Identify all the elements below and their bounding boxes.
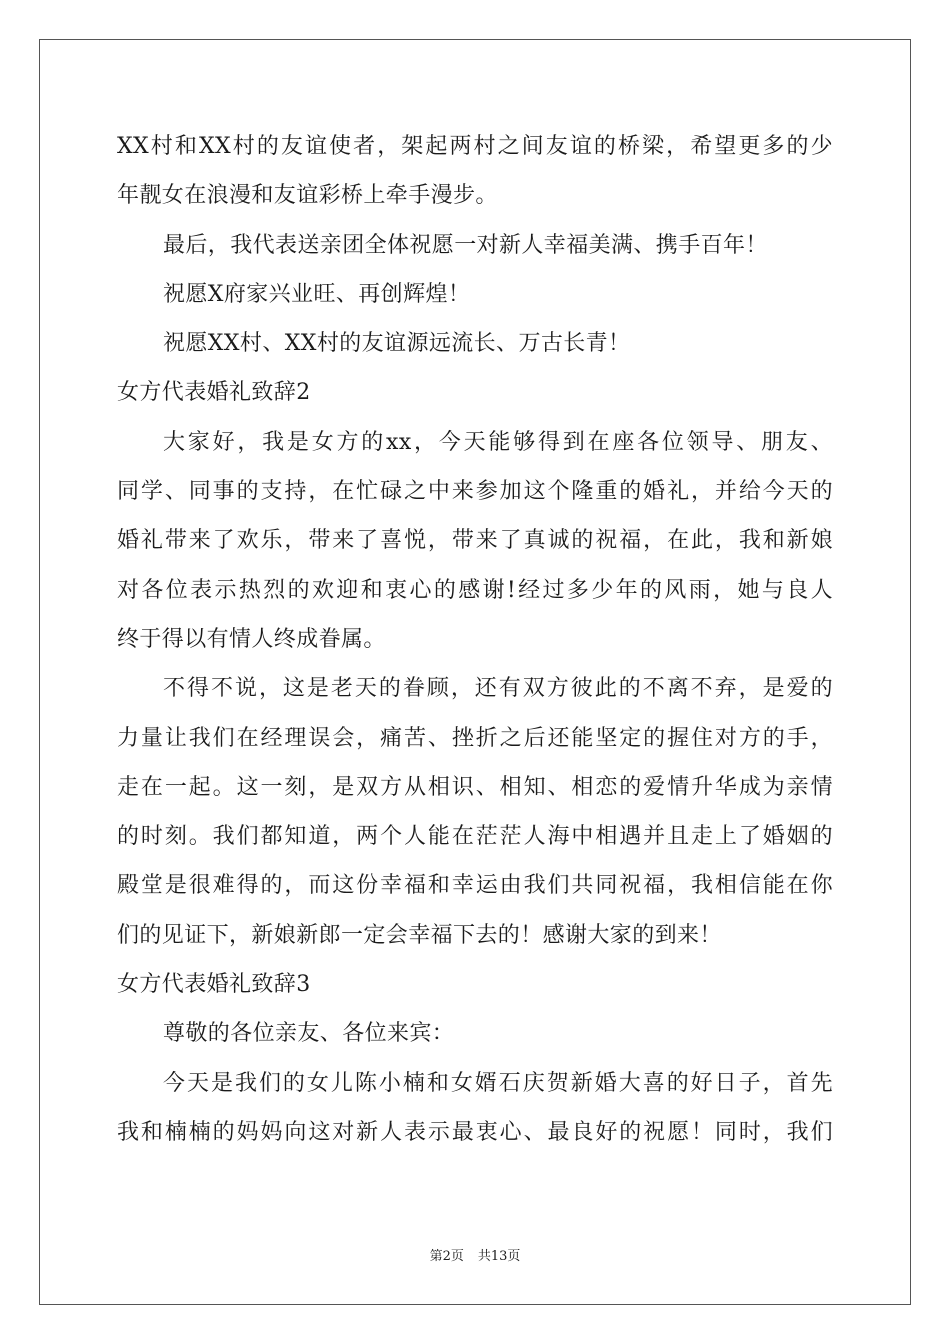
text-line: 走在一起。这一刻，是双方从相识、相知、相恋的爱情升华成为亲情 (117, 774, 833, 800)
section-heading: 女方代表婚礼致辞2 (117, 380, 311, 406)
text-line: 不得不说，这是老天的眷顾，还有双方彼此的不离不弃，是爱的 (163, 676, 833, 702)
text-line: 终于得以有情人终成眷属。 (117, 626, 386, 652)
text-line: 我和楠楠的妈妈向这对新人表示最衷心、最良好的祝愿！同时，我们 (117, 1119, 833, 1145)
text-line: 的时刻。我们都知道，两个人能在茫茫人海中相遇并且走上了婚姻的 (117, 824, 833, 850)
text-line: 今天是我们的女儿陈小楠和女婿石庆贺新婚大喜的好日子，首先 (163, 1070, 833, 1096)
text-line: 最后，我代表送亲团全体祝愿一对新人幸福美满、携手百年！ (163, 232, 768, 258)
text-line: 大家好，我是女方的xx，今天能够得到在座各位领导、朋友、 (163, 429, 833, 455)
text-line: 尊敬的各位亲友、各位来宾： (163, 1021, 455, 1047)
page-total: 共13页 (477, 1249, 521, 1264)
page-number: 第2页 (429, 1249, 464, 1264)
text-line: 对各位表示热烈的欢迎和衷心的感谢!经过多少年的风雨，她与良人 (117, 577, 833, 603)
text-line: XX村和XX村的友谊使者，架起两村之间友谊的桥梁，希望更多的少 (117, 134, 833, 159)
text-line: 力量让我们在经理误会，痛苦、挫折之后还能坚定的握住对方的手， (117, 725, 833, 751)
text-line: 祝愿X府家兴业旺、再创辉煌！ (163, 281, 471, 307)
text-line: 祝愿XX村、XX村的友谊源远流长、万古长青！ (163, 331, 631, 357)
text-line: 年靓女在浪漫和友谊彩桥上牵手漫步。 (117, 183, 498, 209)
section-heading: 女方代表婚礼致辞3 (117, 972, 311, 998)
text-line: 们的见证下，新娘新郎一定会幸福下去的！感谢大家的到来！ (117, 922, 722, 948)
text-line: 婚礼带来了欢乐，带来了喜悦，带来了真诚的祝福，在此，我和新娘 (117, 528, 833, 554)
text-line: 殿堂是很难得的，而这份幸福和幸运由我们共同祝福，我相信能在你 (117, 873, 833, 899)
text-line: 同学、同事的支持，在忙碌之中来参加这个隆重的婚礼，并给今天的 (117, 479, 833, 505)
document-body (117, 122, 833, 1157)
page-footer (0, 1245, 950, 1264)
